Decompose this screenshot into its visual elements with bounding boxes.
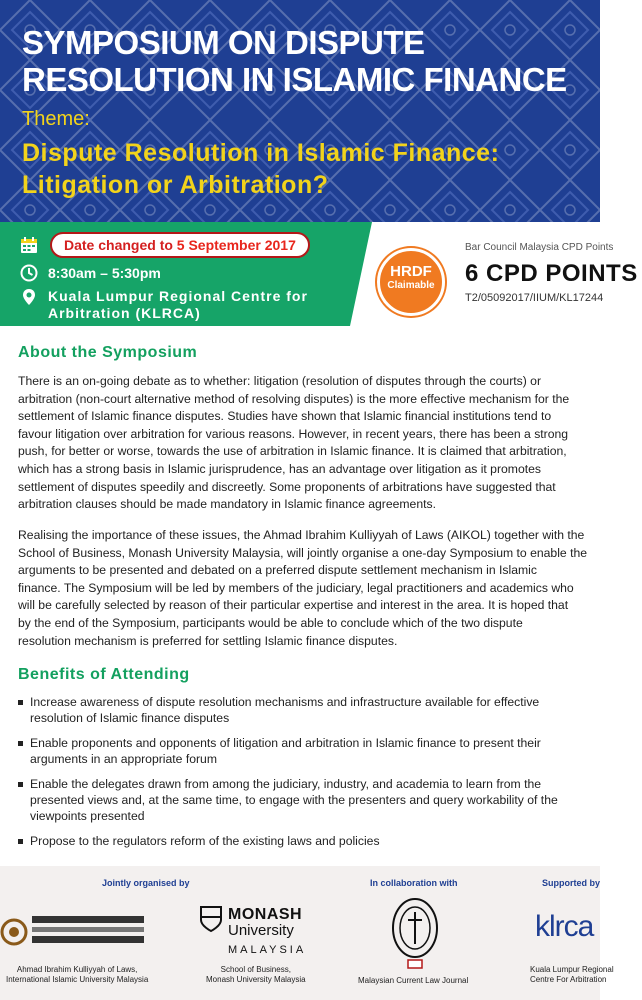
theme-text [22,137,499,201]
text-line: arguments to be presented and debated on a preferred dispute settlement mechanism in Islamic [18,563,537,578]
text-line: arbitration (non-court alternative method of resolving disputes) is the more effective mechanism for the [18,391,570,406]
header-banner [0,0,600,222]
benefits-list [18,694,618,858]
text-line: presented views and, at the same time, to engage with the presenters and query workability of the [30,793,558,807]
monash-shield-icon [200,906,222,932]
iium-caption [6,965,148,985]
text-line: There is an on-going debate as to whether: litigation (resolution of disputes through the courts) or [18,374,542,388]
list-item [18,735,618,767]
event-time: 8:30am – 5:30pm [48,265,161,281]
date-row [20,232,310,258]
about-heading: About the Symposium [18,344,198,361]
jointly-organised-label: Jointly organised by [102,878,190,888]
caption-line: Kuala Lumpur Regional [530,965,614,974]
cpd-label: Bar Council Malaysia CPD Points [465,242,614,253]
iium-logo [0,902,150,962]
theme-line-1: Dispute Resolution in Islamic Finance: [22,139,500,167]
date-value: 5 September 2017 [176,237,296,253]
text-line: favour litigation over arbitration for various reasons. However, in recent years, there has been a strong [18,426,569,441]
monash-name: MONASH [228,906,303,923]
list-item [18,694,618,726]
collaboration-label: In collaboration with [370,878,458,888]
text-line: settlement of disputes speedily and discreetly. Some proponents of arbitrations have suggested that [18,479,556,494]
list-item [18,776,618,824]
date-changed-badge [50,232,310,258]
theme-label: Theme: [22,108,90,130]
title-line-1: SYMPOSIUM ON DISPUTE [22,24,425,61]
text-line: by the end of the Symposium, participants would be able to conclude which of the two dispute [18,615,523,630]
supported-by-label: Supported by [542,878,600,888]
text-line: Increase awareness of dispute resolution mechanisms and infrastructure available for effective [30,695,540,709]
text-line: push, for better or worse, towards the use of arbitration in Islamic finance. It is claimed that arbitration, [18,444,567,459]
text-line: will be carefully selected by reason of their particular expertise and interest in the area. It is hoped that [18,598,569,613]
location-line-1: Kuala Lumpur Regional Centre for [48,288,308,304]
text-line: resolution mechanism is preferred for settling Islamic finance disputes. [18,633,398,648]
text-line: Enable proponents and opponents of litigation and arbitration in Islamic finance to present their [30,736,541,750]
text-line: which has a strong basis in Islamic jurisprudence, has an advantage over litigation as it promotes [18,461,541,476]
text-line: viewpoints presented [30,809,145,823]
text-line: arbitration clauses should be made mandatory in Islamic finance agreements. [18,497,436,512]
caption-line: International Islamic University Malaysia [6,975,149,984]
benefits-heading: Benefits of Attending [18,666,190,683]
text-line: settlement of Islamic finance disputes. Studies have shown that Islamic financial institutions tend to [18,409,552,424]
caption-line: Ahmad Ibrahim Kulliyyah of Laws, [16,965,138,974]
caption-line: Monash University Malaysia [206,975,306,984]
caption-line: Centre For Arbitration [530,975,607,984]
text-line: resolution of Islamic finance disputes [30,711,230,725]
mclj-seal-logo [390,896,440,970]
klrca-logo: klrca [535,910,594,943]
page-title [22,24,642,98]
about-paragraph-1 [18,373,618,514]
footer-partners [0,866,614,1000]
location-row [20,288,308,322]
location-line-2: Arbitration (KLRCA) [48,305,201,321]
date-prefix: Date changed to [64,237,177,253]
caption-line: School of Business, [220,965,291,974]
calendar-icon [20,236,38,254]
klrca-caption [530,965,614,985]
event-info-band [0,222,638,326]
clock-icon [20,264,38,282]
hrdf-title: HRDF [390,263,432,280]
text-line: Realising the importance of these issues, the Ahmad Ibrahim Kulliyyah of Laws (AIKOL) together with the [18,528,585,542]
text-line: School of Business, Monash University Malaysia, will jointly organise a one-day Symposium to enable the [18,545,588,560]
monash-caption [206,965,306,985]
title-line-2: RESOLUTION IN ISLAMIC FINANCE [22,61,567,98]
text-line: Propose to the regulators reform of the existing laws and policies [30,834,380,848]
monash-country: MALAYSIA [228,944,307,956]
theme-line-2: Litigation or Arbitration? [22,171,329,199]
cpd-code: T2/05092017/IIUM/KL17244 [465,292,604,304]
text-line: finance. The Symposium will be led by members of the judiciary, legal practitioners and academics who [18,580,574,595]
hrdf-badge [377,248,445,316]
list-item [18,833,618,849]
monash-university: University [228,922,294,939]
time-row [20,264,161,282]
about-paragraph-2 [18,527,618,650]
cpd-points: 6 CPD POINTS [465,260,638,287]
text-line: Enable the delegates drawn from among the judiciary, industry, and academia to learn from the [30,777,542,791]
location-pin-icon [20,288,38,306]
text-line: arguments in an appropriate forum [30,752,217,766]
hrdf-subtitle: Claimable [387,280,435,291]
mclj-caption: Malaysian Current Law Journal [358,976,469,985]
